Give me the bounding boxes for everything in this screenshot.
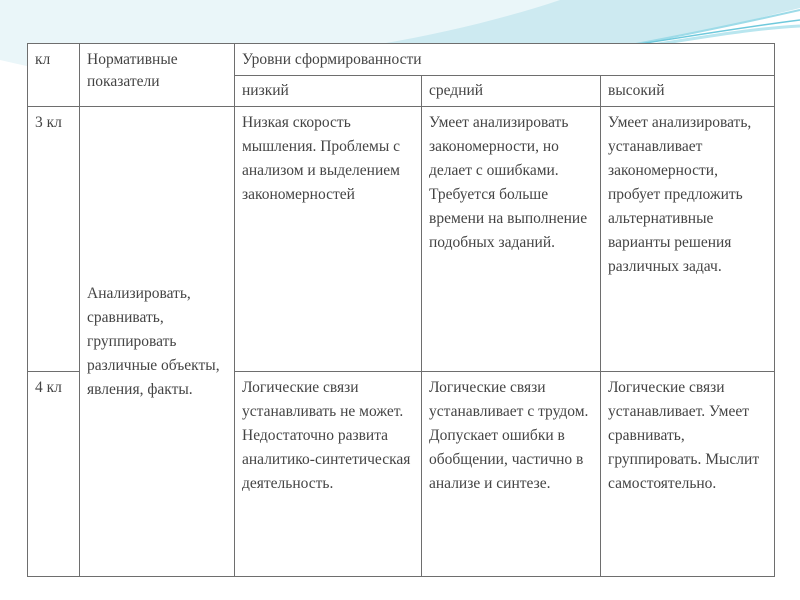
- row-low-cell: Низкая скорость мышления. Проблемы с анализом и выделением закономерностей: [235, 107, 422, 372]
- indicator-cell: Анализировать, сравнивать, группировать различные объекты, явления, факты.: [80, 107, 235, 577]
- row-low-cell: Логические связи устанавливать не может. Недостаточно развита аналитико-синтетическая деятельность.: [235, 372, 422, 577]
- row-class-cell: 4 кл: [28, 372, 80, 577]
- row-class-cell: 3 кл: [28, 107, 80, 372]
- row-medium-cell: Умеет анализировать закономерности, но делает с ошибками. Требуется больше времени на выполнение подобных заданий.: [422, 107, 601, 372]
- header-indicators: Нормативные показатели: [80, 44, 235, 107]
- table-row: [28, 107, 775, 372]
- header-class: кл: [28, 44, 80, 107]
- level-high-header: высокий: [601, 76, 775, 107]
- row-high-cell: Умеет анализировать, устанавливает закономерности, пробует предложить альтернативные варианты решения различных задач.: [601, 107, 775, 372]
- levels-table: [27, 43, 775, 577]
- row-high-cell: Логические связи устанавливает. Умеет сравнивать, группировать. Мыслит самостоятельно.: [601, 372, 775, 577]
- header-levels: Уровни сформированности: [235, 44, 775, 76]
- level-medium-header: средний: [422, 76, 601, 107]
- level-low-header: низкий: [235, 76, 422, 107]
- row-medium-cell: Логические связи устанавливает с трудом. Допускает ошибки в обобщении, частично в анализе и синтезе.: [422, 372, 601, 577]
